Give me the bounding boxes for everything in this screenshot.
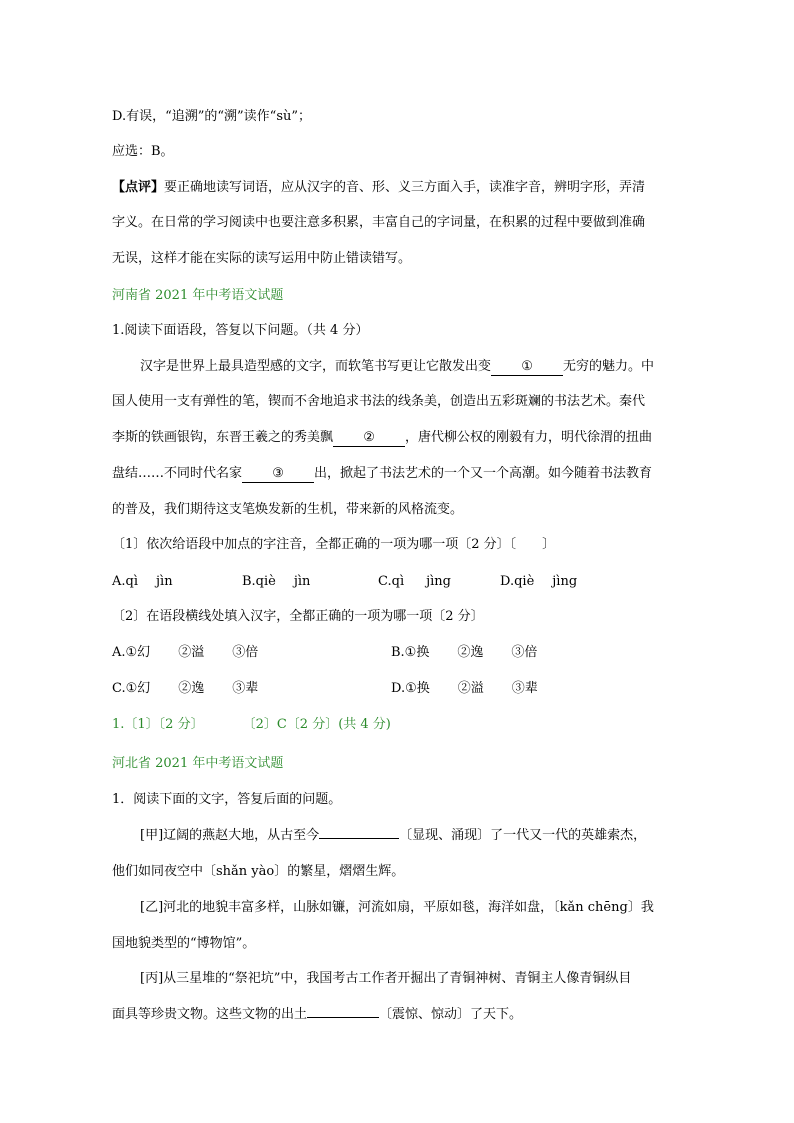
passage-text: 无穷的魅力。中: [563, 359, 655, 374]
option-label: C.qì: [378, 574, 405, 589]
bing-line-1: [丙]从三星堆的“祭祀坑”中，我国考古工作者开掘出了青铜神树、青铜主人像青铜纵目: [140, 971, 632, 986]
blank-bing: [307, 1017, 379, 1018]
option-value: ③倍: [232, 645, 259, 660]
comment-line-2: 字义。在日常的学习阅读中也要注意多积累，丰富自己的字词量，在积累的过程中要做到准确: [112, 215, 646, 230]
option-value: ③辈: [511, 681, 538, 696]
passage-text: [甲]辽阔的燕赵大地，从古至今: [140, 828, 320, 843]
comment-line-1: [112, 178, 645, 198]
option-d-text: D.有误，“追溯”的“溯”读作“sù”；: [112, 109, 312, 124]
blank-2: ②: [333, 430, 405, 447]
bing-line-2: [112, 1005, 522, 1025]
comment-text: 要正确地读写词语，应从汉字的音、形、义三方面入手，读准字音，辨明字形，弄清: [164, 180, 646, 195]
option-value: ②逸: [457, 645, 484, 660]
option-label: A.qì: [112, 574, 138, 589]
blank-1: ①: [491, 359, 563, 376]
option-value: jìng: [426, 574, 451, 589]
comment-line-3: 无误，这样才能在实际的读写运用中防止错读错写。: [112, 251, 412, 266]
option-label: D.qiè: [500, 574, 535, 589]
blank-jia: [319, 838, 399, 839]
blank-3: ③: [242, 466, 314, 483]
sub-question-1: 〔1〕依次给语段中加点的字注音，全都正确的一项为哪一项〔2 分〕〔 〕: [112, 537, 556, 552]
sub2-option-d: [391, 679, 538, 699]
option-label: D.①换: [391, 681, 430, 696]
passage-line-5: 的普及，我们期待这支笔焕发新的生机，带来新的风格流变。: [112, 502, 464, 517]
yi-line-2: 国地貌类型的“博物馆”。: [112, 936, 256, 951]
hebei-question-1: 1．阅读下面的文字，答复后面的问题。: [112, 792, 342, 807]
sub1-option-b: [242, 572, 310, 592]
option-value: ②溢: [457, 681, 484, 696]
yi-line-1: [乙]河北的地貌丰富多样，山脉如镰，河流如扇，平原如毯，海洋如盘，〔kǎn chēng〕我: [140, 900, 654, 915]
sub1-option-c: [378, 572, 451, 592]
option-value: ②逸: [178, 681, 205, 696]
passage-text: 出，掀起了书法艺术的一个又一个高潮。如今随着书法教育: [314, 466, 653, 481]
hebei-heading: 河北省 2021 年中考语文试题: [112, 756, 284, 771]
option-label: A.①幻: [112, 645, 151, 660]
sub2-option-b: [391, 643, 537, 663]
sub-question-2: 〔2〕在语段横线处填入汉字，全都正确的一项为哪一项〔2 分〕: [112, 609, 484, 624]
passage-text: 〔显现、涌现〕了一代又一代的英雄索杰，: [399, 828, 647, 843]
passage-line-3: [112, 428, 652, 448]
passage-line-4: [112, 464, 652, 484]
sub1-option-a: [112, 572, 173, 592]
sub1-option-d: [500, 572, 577, 592]
option-value: ③倍: [511, 645, 538, 660]
passage-text: ，唐代柳公权的刚毅有力，明代徐渭的扭曲: [405, 430, 653, 445]
passage-text: 汉字是世界上最具造型感的文字，而软笔书写更让它散发出变: [140, 359, 492, 374]
passage-line-2: 国人使用一支有弹性的笔，锲而不舍地追求书法的线条美，创造出五彩斑斓的书法艺术。秦代: [112, 394, 646, 409]
option-value: ③辈: [232, 681, 259, 696]
option-value: jìng: [552, 574, 578, 589]
option-label: C.①幻: [112, 681, 151, 696]
henan-question-1: 1.阅读下面语段，答复以下问题。（共 4 分）: [112, 323, 369, 338]
passage-text: 李斯的铁画银钩，东晋王羲之的秀美飘: [112, 430, 334, 445]
sub2-option-a: [112, 643, 258, 663]
option-value: ②溢: [178, 645, 205, 660]
henan-heading: 河南省 2021 年中考语文试题: [112, 288, 284, 303]
jia-line-1: [140, 826, 646, 846]
option-label: B.①换: [391, 645, 430, 660]
option-value: jìn: [156, 574, 173, 589]
passage-text: 面具等珍贵文物。这些文物的出土: [112, 1007, 308, 1022]
option-label: B.qiè: [242, 574, 276, 589]
henan-answer: 1.〔1〕〔2 分〕 〔2〕C〔2 分〕(共 4 分): [112, 717, 391, 732]
comment-tag: 【点评】: [112, 180, 165, 195]
option-value: jìn: [293, 574, 311, 589]
answer-select: 应选：B。: [112, 144, 174, 159]
passage-line-1: [140, 357, 654, 377]
sub2-option-c: [112, 679, 258, 699]
passage-text: 盘结……不同时代名家: [112, 466, 243, 481]
passage-text: 〔震惊、惊动〕了天下。: [379, 1007, 523, 1022]
jia-line-2: 他们如同夜空中〔shǎn yào〕的繁星，熠熠生辉。: [112, 864, 405, 879]
